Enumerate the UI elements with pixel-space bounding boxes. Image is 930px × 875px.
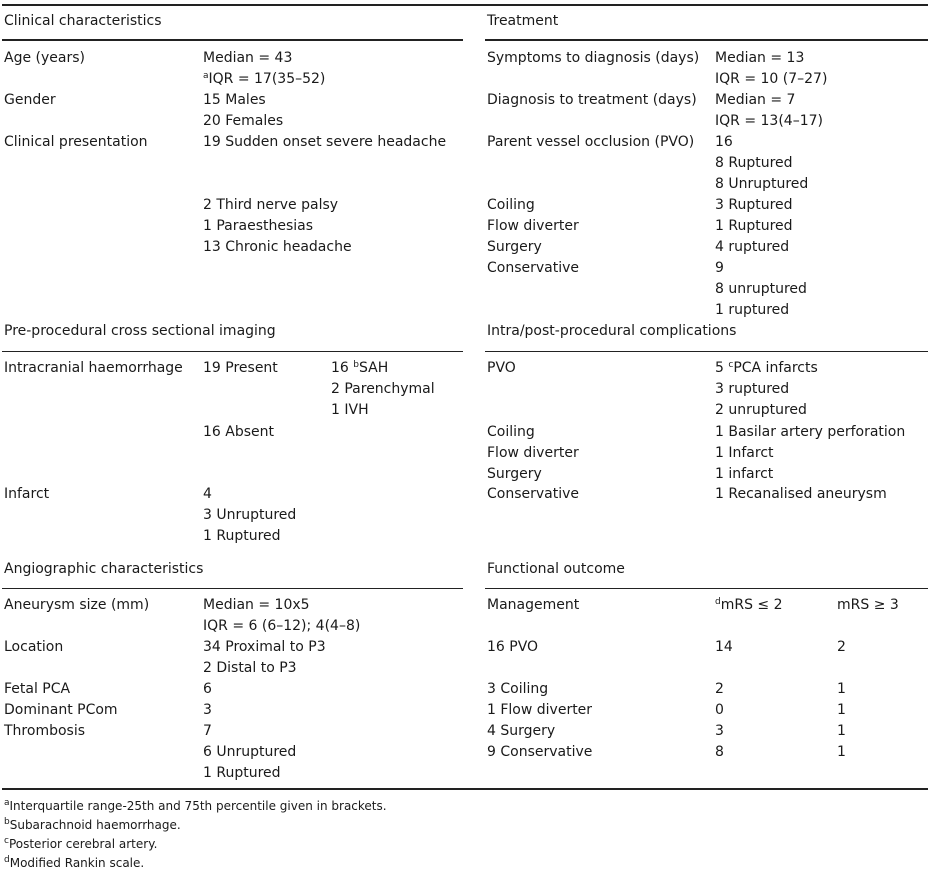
rule-outcome (485, 588, 928, 589)
location-label: Location (4, 639, 64, 655)
outcome-row-poor: 2 (837, 639, 846, 655)
thrombosis-ruptured: 1 Ruptured (203, 765, 281, 781)
angio-heading: Angiographic characteristics (4, 561, 204, 577)
outcome-row-management: 4 Surgery (487, 723, 556, 739)
haemorrhage-ivh: 1 IVH (331, 402, 369, 418)
age-median: Median = 43 (203, 50, 293, 66)
sah-text: SAH (358, 360, 389, 376)
footnote (4, 835, 157, 853)
outcome-heading: Functional outcome (487, 561, 625, 577)
presentation-paraesthesias: 1 Paraesthesias (203, 218, 314, 234)
outcome-col-good-text: mRS ≤ 2 (720, 597, 783, 613)
comp-flow-value: 1 Infarct (715, 445, 774, 461)
fetal-pca-value: 6 (203, 681, 212, 697)
footnote-mark: a (4, 798, 10, 808)
flow-diverter-value: 1 Ruptured (715, 218, 793, 234)
haemorrhage-sah (331, 359, 388, 377)
presentation-chronic: 13 Chronic headache (203, 239, 352, 255)
footnote (4, 797, 387, 815)
size-label: Aneurysm size (mm) (4, 597, 150, 613)
pcom-label: Dominant PCom (4, 702, 118, 718)
comp-pvo-ruptured: 3 ruptured (715, 381, 790, 397)
comp-conservative-value: 1 Recanalised aneurysm (715, 486, 887, 502)
outcome-row-good: 14 (715, 639, 733, 655)
presentation-nerve: 2 Third nerve palsy (203, 197, 339, 213)
size-iqr: IQR = 6 (6–12); 4(4–8) (203, 618, 361, 634)
outcome-row-poor: 1 (837, 744, 846, 760)
location-distal: 2 Distal to P3 (203, 660, 297, 676)
diag-treat-median: Median = 7 (715, 92, 796, 108)
clinical-heading: Clinical characteristics (4, 13, 162, 29)
bottom-rule (2, 788, 928, 790)
outcome-row-management: 1 Flow diverter (487, 702, 593, 718)
conservative-unruptured: 8 unruptured (715, 281, 807, 297)
comp-surgery-label: Surgery (487, 466, 542, 482)
outcome-row-poor: 1 (837, 702, 846, 718)
comp-pvo-count: 5 (715, 360, 729, 376)
footnote (4, 816, 181, 834)
presentation-label: Clinical presentation (4, 134, 148, 150)
diag-treat-iqr: IQR = 13(4–17) (715, 113, 823, 129)
pvo-total: 16 (715, 134, 733, 150)
footnote-text: Modified Rankin scale. (9, 856, 145, 870)
surgery-value: 4 ruptured (715, 239, 790, 255)
footnote-text: Posterior cerebral artery. (8, 837, 158, 851)
diag-treat-label: Diagnosis to treatment (days) (487, 92, 697, 108)
surgery-label: Surgery (487, 239, 542, 255)
outcome-row-good: 0 (715, 702, 724, 718)
outcome-row-good: 3 (715, 723, 724, 739)
footnote-mark-b: b (353, 360, 359, 370)
pcom-value: 3 (203, 702, 212, 718)
infarct-unruptured: 3 Unruptured (203, 507, 297, 523)
comp-pvo-unruptured: 2 unruptured (715, 402, 807, 418)
pvo-ruptured: 8 Ruptured (715, 155, 793, 171)
outcome-col-management: Management (487, 597, 580, 613)
sah-count: 16 (331, 360, 354, 376)
footnote (4, 854, 144, 872)
rule-complications (485, 351, 928, 352)
thrombosis-unruptured: 6 Unruptured (203, 744, 297, 760)
complications-heading: Intra/post-procedural complications (487, 323, 737, 339)
rule-clinical (2, 39, 463, 41)
infarct-label: Infarct (4, 486, 50, 502)
flow-diverter-label: Flow diverter (487, 218, 579, 234)
footnote-mark: b (4, 817, 10, 827)
comp-pvo-label: PVO (487, 360, 516, 376)
infarct-total: 4 (203, 486, 212, 502)
outcome-row-good: 8 (715, 744, 724, 760)
gender-label: Gender (4, 92, 56, 108)
comp-conservative-label: Conservative (487, 486, 580, 502)
gender-males: 15 Males (203, 92, 266, 108)
conservative-label: Conservative (487, 260, 580, 276)
haemorrhage-parenchymal: 2 Parenchymal (331, 381, 435, 397)
symptoms-median: Median = 13 (715, 50, 805, 66)
footnote-mark-d: d (715, 597, 721, 607)
comp-pvo-infarcts (715, 359, 818, 377)
outcome-row-management: 16 PVO (487, 639, 539, 655)
comp-flow-label: Flow diverter (487, 445, 579, 461)
size-median: Median = 10x5 (203, 597, 310, 613)
outcome-row-management: 9 Conservative (487, 744, 593, 760)
outcome-row-poor: 1 (837, 681, 846, 697)
outcome-col-good (715, 596, 783, 614)
rule-angio (2, 588, 463, 589)
rule-treatment (485, 39, 928, 41)
imaging-heading: Pre-procedural cross sectional imaging (4, 323, 276, 339)
outcome-row-management: 3 Coiling (487, 681, 549, 697)
pvo-label: Parent vessel occlusion (PVO) (487, 134, 695, 150)
footnote-text: Interquartile range-25th and 75th percentile given in brackets. (9, 799, 387, 813)
haemorrhage-label: Intracranial haemorrhage (4, 360, 183, 376)
conservative-ruptured: 1 ruptured (715, 302, 790, 318)
comp-coiling-value: 1 Basilar artery perforation (715, 424, 906, 440)
coiling-label: Coiling (487, 197, 535, 213)
presentation-headache: 19 Sudden onset severe headache (203, 134, 447, 150)
footnote-mark: c (4, 836, 9, 846)
outcome-row-good: 2 (715, 681, 724, 697)
footnote-mark: d (4, 855, 10, 865)
age-iqr-text: IQR = 17(35–52) (208, 71, 326, 87)
infarct-ruptured: 1 Ruptured (203, 528, 281, 544)
top-rule (2, 4, 928, 6)
comp-coiling-label: Coiling (487, 424, 535, 440)
thrombosis-total: 7 (203, 723, 212, 739)
location-proximal: 34 Proximal to P3 (203, 639, 326, 655)
thrombosis-label: Thrombosis (4, 723, 86, 739)
haemorrhage-present: 19 Present (203, 360, 278, 376)
footnote-text: Subarachnoid haemorrhage. (9, 818, 181, 832)
rule-imaging (2, 351, 463, 352)
haemorrhage-absent: 16 Absent (203, 424, 274, 440)
treatment-heading: Treatment (487, 13, 559, 29)
footnote-mark-c: c (728, 360, 734, 370)
outcome-col-poor: mRS ≥ 3 (837, 597, 899, 613)
comp-pvo-infarcts-text: PCA infarcts (733, 360, 818, 376)
pvo-unruptured: 8 Unruptured (715, 176, 809, 192)
gender-females: 20 Females (203, 113, 284, 129)
fetal-pca-label: Fetal PCA (4, 681, 71, 697)
age-label: Age (years) (4, 50, 85, 66)
conservative-total: 9 (715, 260, 724, 276)
footnote-mark-a: a (203, 71, 209, 81)
age-iqr (203, 70, 325, 88)
symptoms-label: Symptoms to diagnosis (days) (487, 50, 700, 66)
coiling-value: 3 Ruptured (715, 197, 793, 213)
outcome-row-poor: 1 (837, 723, 846, 739)
symptoms-iqr: IQR = 10 (7–27) (715, 71, 828, 87)
comp-surgery-value: 1 infarct (715, 466, 774, 482)
